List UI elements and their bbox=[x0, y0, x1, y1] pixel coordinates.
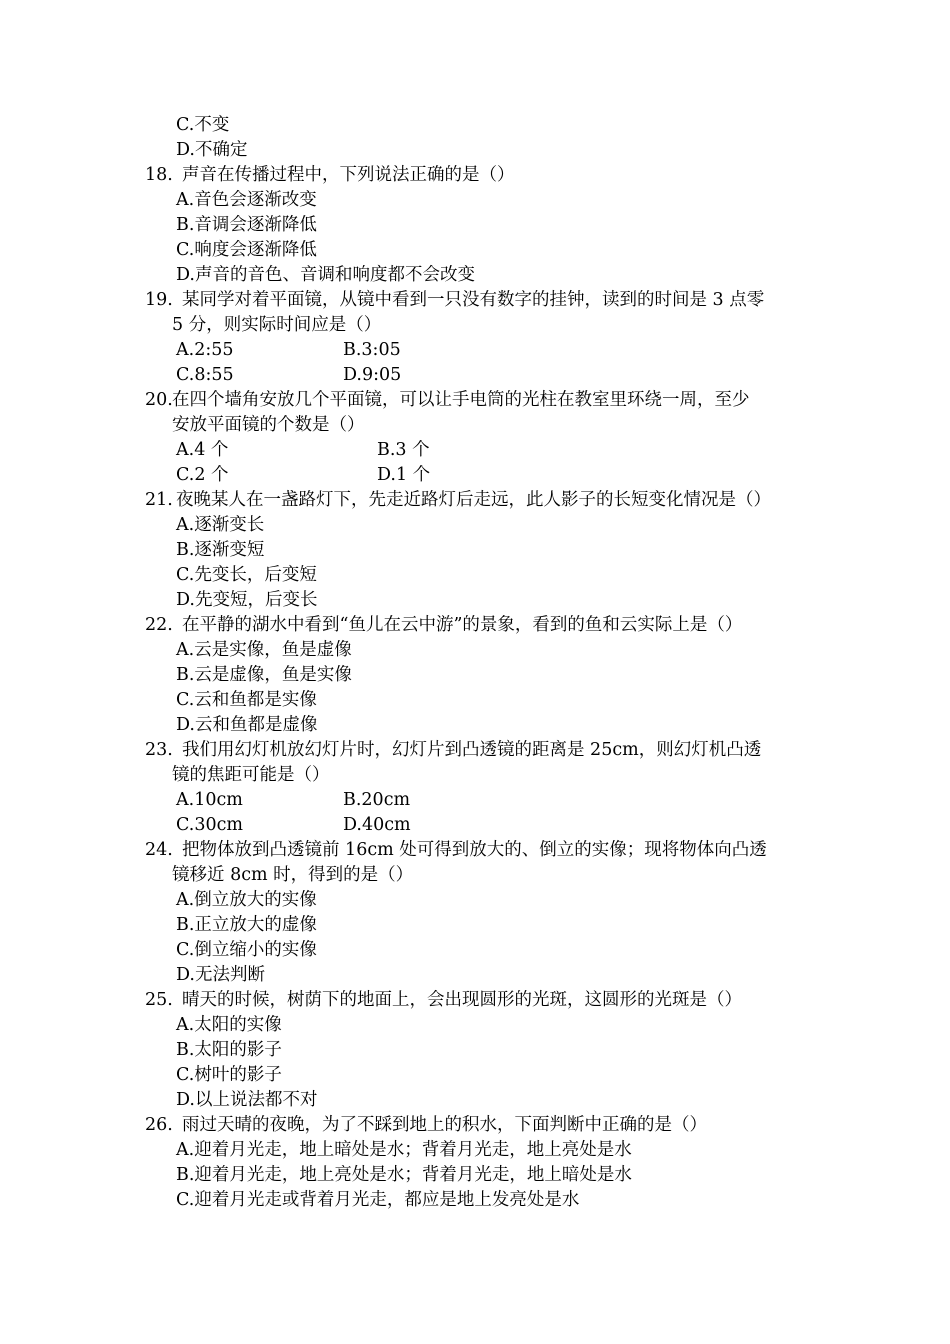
option-24-c: C.倒立缩小的实像 bbox=[176, 940, 317, 960]
option-26-c: C.迎着月光走或背着月光走，都应是地上发亮处是水 bbox=[176, 1190, 580, 1210]
option-23-d: D.40cm bbox=[343, 815, 411, 835]
option-20-a: A.4 个 bbox=[176, 440, 229, 460]
question-number-25: 25. bbox=[145, 990, 173, 1010]
question-number-18: 18. bbox=[145, 165, 173, 185]
option-23-a: A.10cm bbox=[176, 790, 243, 810]
option-20-d: D.1 个 bbox=[377, 465, 431, 485]
option-24-a: A.倒立放大的实像 bbox=[176, 890, 317, 910]
option-23-b: B.20cm bbox=[343, 790, 411, 810]
question-stem-23-cont: 镜的焦距可能是（） bbox=[172, 765, 330, 785]
question-stem-20-cont: 安放平面镜的个数是（） bbox=[172, 415, 365, 435]
question-number-24: 24. bbox=[145, 840, 173, 860]
question-stem-19-cont: 5 分，则实际时间应是（） bbox=[172, 315, 382, 335]
option-24-b: B.正立放大的虚像 bbox=[176, 915, 317, 935]
option-22-c: C.云和鱼都是实像 bbox=[176, 690, 317, 710]
question-stem-22: 在平静的湖水中看到“鱼儿在云中游”的景象，看到的鱼和云实际上是（） bbox=[182, 615, 743, 635]
question-stem-20: 在四个墙角安放几个平面镜，可以让手电筒的光柱在教室里环绕一周，至少 bbox=[172, 390, 750, 410]
question-stem-23: 我们用幻灯机放幻灯片时，幻灯片到凸透镜的距离是 25cm，则幻灯机凸透 bbox=[182, 740, 762, 760]
option-22-d: D.云和鱼都是虚像 bbox=[176, 715, 318, 735]
question-number-26: 26. bbox=[145, 1115, 173, 1135]
option-18-a: A.音色会逐渐改变 bbox=[176, 190, 317, 210]
question-number-19: 19. bbox=[145, 290, 173, 310]
option-19-c: C.8:55 bbox=[176, 365, 234, 385]
option-21-d: D.先变短，后变长 bbox=[176, 590, 318, 610]
question-stem-24-cont: 镜移近 8cm 时，得到的是（） bbox=[172, 865, 414, 885]
option-25-a: A.太阳的实像 bbox=[176, 1015, 282, 1035]
option-22-a: A.云是实像，鱼是虚像 bbox=[176, 640, 352, 660]
option-18-b: B.音调会逐渐降低 bbox=[176, 215, 317, 235]
option-21-b: B.逐渐变短 bbox=[176, 540, 265, 560]
option-20-b: B.3 个 bbox=[377, 440, 430, 460]
question-number-23: 23. bbox=[145, 740, 173, 760]
option-19-d: D.9:05 bbox=[343, 365, 402, 385]
question-stem-19: 某同学对着平面镜，从镜中看到一只没有数字的挂钟，读到的时间是 3 点零 bbox=[182, 290, 765, 310]
option-18-d: D.声音的音色、音调和响度都不会改变 bbox=[176, 265, 475, 285]
question-number-22: 22. bbox=[145, 615, 173, 635]
option-20-c: C.2 个 bbox=[176, 465, 229, 485]
option-26-b: B.迎着月光走，地上亮处是水；背着月光走，地上暗处是水 bbox=[176, 1165, 632, 1185]
question-stem-21: 夜晚某人在一盏路灯下，先走近路灯后走远，此人影子的长短变化情况是（） bbox=[176, 490, 771, 510]
option-24-d: D.无法判断 bbox=[176, 965, 265, 985]
question-stem-24: 把物体放到凸透镜前 16cm 处可得到放大的、倒立的实像；现将物体向凸透 bbox=[182, 840, 767, 860]
option-19-a: A.2:55 bbox=[176, 340, 234, 360]
option-25-d: D.以上说法都不对 bbox=[176, 1090, 318, 1110]
option-21-c: C.先变长，后变短 bbox=[176, 565, 317, 585]
option-18-c: C.响度会逐渐降低 bbox=[176, 240, 317, 260]
option-prev-c: C.不变 bbox=[176, 115, 230, 135]
question-number-21: 21. bbox=[145, 490, 173, 510]
question-number-20: 20. bbox=[145, 390, 173, 410]
option-25-b: B.太阳的影子 bbox=[176, 1040, 282, 1060]
question-stem-26: 雨过天晴的夜晚，为了不踩到地上的积水，下面判断中正确的是（） bbox=[182, 1115, 707, 1135]
option-19-b: B.3:05 bbox=[343, 340, 401, 360]
option-25-c: C.树叶的影子 bbox=[176, 1065, 282, 1085]
option-26-a: A.迎着月光走，地上暗处是水；背着月光走，地上亮处是水 bbox=[176, 1140, 632, 1160]
question-stem-18: 声音在传播过程中，下列说法正确的是（） bbox=[182, 165, 515, 185]
option-22-b: B.云是虚像，鱼是实像 bbox=[176, 665, 352, 685]
question-stem-25: 晴天的时候，树荫下的地面上，会出现圆形的光斑，这圆形的光斑是（） bbox=[182, 990, 742, 1010]
option-21-a: A.逐渐变长 bbox=[176, 515, 265, 535]
option-23-c: C.30cm bbox=[176, 815, 243, 835]
option-prev-d: D.不确定 bbox=[176, 140, 248, 160]
